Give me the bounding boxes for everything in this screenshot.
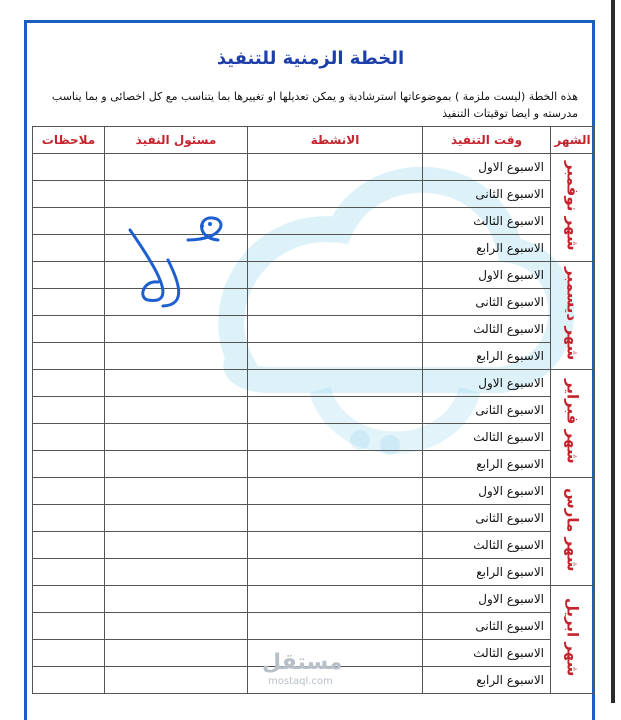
month-cell xyxy=(551,154,595,262)
notes-cell xyxy=(33,478,105,505)
activities-cell xyxy=(248,424,423,451)
week-cell: الاسبوع الاول xyxy=(423,262,551,289)
month-label: شهر مارس xyxy=(563,487,582,572)
week-cell: الاسبوع الاول xyxy=(423,586,551,613)
handwritten-mark xyxy=(118,210,228,320)
notes-cell xyxy=(33,154,105,181)
week-cell: الاسبوع الثانى xyxy=(423,505,551,532)
notes-cell xyxy=(33,667,105,694)
header-responsible: مسئول النفيذ xyxy=(105,127,248,154)
week-cell: الاسبوع الرابع xyxy=(423,451,551,478)
table-row xyxy=(33,532,595,559)
month-label: شهر نوفمبر xyxy=(563,160,582,251)
month-cell xyxy=(551,262,595,370)
week-cell: الاسبوع الرابع xyxy=(423,235,551,262)
responsible-cell xyxy=(105,343,248,370)
month-label: شهر ابريل xyxy=(563,598,582,677)
document-title: الخطة الزمنية للتنفيذ xyxy=(216,48,405,69)
responsible-cell xyxy=(105,640,248,667)
notes-cell xyxy=(33,424,105,451)
activities-cell xyxy=(248,505,423,532)
activities-cell xyxy=(248,370,423,397)
month-label: شهر ديسمبر xyxy=(563,266,582,361)
activities-cell xyxy=(248,478,423,505)
notes-cell xyxy=(33,451,105,478)
week-cell: الاسبوع الرابع xyxy=(423,667,551,694)
table-row xyxy=(33,181,595,208)
activities-cell xyxy=(248,262,423,289)
notes-cell xyxy=(33,208,105,235)
table-row xyxy=(33,262,595,289)
responsible-cell xyxy=(105,559,248,586)
responsible-cell xyxy=(105,478,248,505)
notes-cell xyxy=(33,532,105,559)
notes-cell xyxy=(33,316,105,343)
responsible-cell xyxy=(105,397,248,424)
week-cell: الاسبوع الثانى xyxy=(423,181,551,208)
month-cell xyxy=(551,370,595,478)
activities-cell xyxy=(248,613,423,640)
activities-cell xyxy=(248,343,423,370)
week-cell: الاسبوع الاول xyxy=(423,370,551,397)
header-notes: ملاحظات xyxy=(33,127,105,154)
table-row xyxy=(33,235,595,262)
notes-cell xyxy=(33,262,105,289)
month-label: شهر فبراير xyxy=(563,379,582,464)
responsible-cell xyxy=(105,451,248,478)
responsible-cell xyxy=(105,424,248,451)
activities-cell xyxy=(248,208,423,235)
header-row xyxy=(33,127,595,154)
responsible-cell xyxy=(105,505,248,532)
intro-paragraph: هذه الخطة (ليست ملزمة ) بموضوعاتها استرشادية و يمكن تعديلها او تغييرها بما يتناسب مع كل اخصائى و بما يناسب مدرسته و ايضا توقيتات التنفيذ xyxy=(51,90,578,120)
week-cell: الاسبوع الثانى xyxy=(423,397,551,424)
activities-cell xyxy=(248,235,423,262)
table-row xyxy=(33,154,595,181)
table-row xyxy=(33,505,595,532)
notes-cell xyxy=(33,343,105,370)
table-row xyxy=(33,478,595,505)
notes-cell xyxy=(33,370,105,397)
responsible-cell xyxy=(105,154,248,181)
notes-cell xyxy=(33,613,105,640)
responsible-cell xyxy=(105,613,248,640)
week-cell: الاسبوع الاول xyxy=(423,154,551,181)
week-cell: الاسبوع الثالث xyxy=(423,640,551,667)
notes-cell xyxy=(33,586,105,613)
header-activities: الانشطة xyxy=(248,127,423,154)
table-row xyxy=(33,289,595,316)
table-row xyxy=(33,613,595,640)
responsible-cell xyxy=(105,370,248,397)
responsible-cell xyxy=(105,586,248,613)
table-row xyxy=(33,451,595,478)
notes-cell xyxy=(33,559,105,586)
activities-cell xyxy=(248,289,423,316)
notes-cell xyxy=(33,235,105,262)
week-cell: الاسبوع الثالث xyxy=(423,532,551,559)
week-cell: الاسبوع الثالث xyxy=(423,424,551,451)
notes-cell xyxy=(33,397,105,424)
plan-table xyxy=(32,126,595,694)
notes-cell xyxy=(33,505,105,532)
activities-cell xyxy=(248,532,423,559)
table-row xyxy=(33,559,595,586)
activities-cell xyxy=(248,316,423,343)
week-cell: الاسبوع الرابع xyxy=(423,559,551,586)
activities-cell xyxy=(248,586,423,613)
week-cell: الاسبوع الرابع xyxy=(423,343,551,370)
notes-cell xyxy=(33,289,105,316)
table-row xyxy=(33,370,595,397)
watermark-brand: مستقل xyxy=(262,650,343,675)
responsible-cell xyxy=(105,667,248,694)
month-cell xyxy=(551,586,595,694)
responsible-cell xyxy=(105,181,248,208)
plan-body xyxy=(33,154,595,694)
activities-cell xyxy=(248,397,423,424)
header-time: وقت التنفيذ xyxy=(423,127,551,154)
activities-cell xyxy=(248,181,423,208)
week-cell: الاسبوع الثانى xyxy=(423,289,551,316)
week-cell: الاسبوع الاول xyxy=(423,478,551,505)
responsible-cell xyxy=(105,532,248,559)
notes-cell xyxy=(33,640,105,667)
table-row xyxy=(33,316,595,343)
month-cell xyxy=(551,478,595,586)
week-cell: الاسبوع الثالث xyxy=(423,208,551,235)
table-row xyxy=(33,343,595,370)
watermark-domain: mostaql.com xyxy=(268,676,333,687)
activities-cell xyxy=(248,559,423,586)
week-cell: الاسبوع الثانى xyxy=(423,613,551,640)
table-row xyxy=(33,586,595,613)
notes-cell xyxy=(33,181,105,208)
table-row xyxy=(33,424,595,451)
table-row xyxy=(33,397,595,424)
week-cell: الاسبوع الثالث xyxy=(423,316,551,343)
table-row xyxy=(33,208,595,235)
activities-cell xyxy=(248,154,423,181)
header-month: الشهر xyxy=(551,127,595,154)
page-edge xyxy=(611,0,615,703)
activities-cell xyxy=(248,451,423,478)
